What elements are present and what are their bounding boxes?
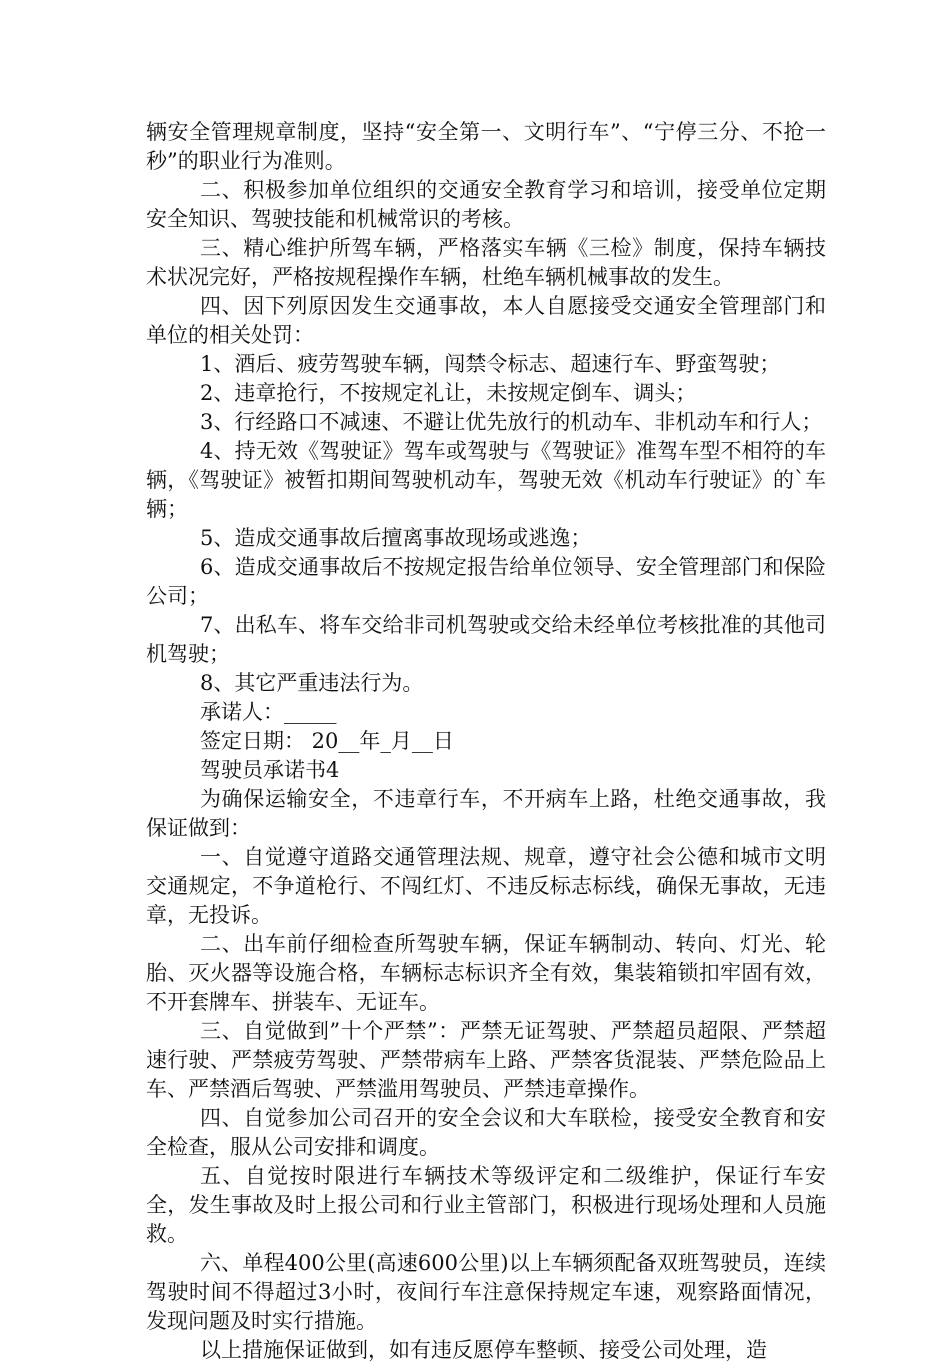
document-page	[146, 118, 826, 1365]
paragraph-item-two: 二、积极参加单位组织的交通安全教育学习和培训，接受单位定期安全知识、驾驶技能和机械常识的考核。	[146, 178, 826, 231]
paragraph-rules-continued: 辆安全管理规章制度，坚持“安全第一、文明行车”、“宁停三分、不抢一秒”的职业行为准则。	[146, 120, 826, 173]
pledge-item-2: 二、出车前仔细检查所驾驶车辆，保证车辆制动、转向、灯光、轮胎、灭火器等设施合格，车辆标志标识齐全有效，集装箱锁扣牢固有效，不开套牌车、拼装车、无证车。	[146, 932, 826, 1014]
paragraph-intro: 为确保运输安全，不违章行车，不开病车上路，杜绝交通事故，我保证做到：	[146, 787, 826, 840]
sign-date-line: 签定日期： 20__年_月__日	[200, 729, 454, 753]
paragraph-item-four: 四、因下列原因发生交通事故，本人自愿接受交通安全管理部门和单位的相关处罚：	[146, 294, 826, 347]
penalty-item-6: 6、造成交通事故后不按规定报告给单位领导、安全管理部门和保险公司；	[146, 555, 826, 608]
signer-line: 承诺人：_____	[200, 700, 337, 724]
closing-paragraph: 以上措施保证做到，如有违反愿停车整顿、接受公司处理，造	[200, 1338, 767, 1362]
pledge-item-4: 四、自觉参加公司召开的安全会议和大车联检，接受安全教育和安全检查，服从公司安排和调度。	[146, 1106, 826, 1159]
penalty-item-8: 8、其它严重违法行为。	[200, 671, 424, 695]
pledge-item-6: 六、单程400公里(高速600公里)以上车辆须配备双班驾驶员，连续驾驶时间不得超过3小时，夜间行车注意保持规定车速，观察路面情况，发现问题及时实行措施。	[146, 1251, 826, 1333]
pledge-item-5: 五、自觉按时限进行车辆技术等级评定和二级维护，保证行车安全，发生事故及时上报公司和行业主管部门，积极进行现场处理和人员施救。	[146, 1164, 826, 1246]
paragraph-item-three: 三、精心维护所驾车辆，严格落实车辆《三检》制度，保持车辆技术状况完好，严格按规程操作车辆，杜绝车辆机械事故的发生。	[146, 236, 826, 289]
penalty-item-1: 1、酒后、疲劳驾驶车辆，闯禁令标志、超速行车、野蛮驾驶；	[200, 352, 781, 376]
penalty-item-2: 2、违章抢行，不按规定礼让，未按规定倒车、调头；	[200, 381, 697, 405]
penalty-item-4: 4、持无效《驾驶证》驾车或驾驶与《驾驶证》准驾车型不相符的车辆，《驾驶证》被暂扣期间驾驶机动车，驾驶无效《机动车行驶证》的`车辆；	[146, 439, 826, 521]
penalty-item-5: 5、造成交通事故后擅离事故现场或逃逸；	[200, 526, 592, 550]
penalty-item-7: 7、出私车、将车交给非司机驾驶或交给未经单位考核批准的其他司机驾驶；	[146, 613, 826, 666]
pledge-item-1: 一、自觉遵守道路交通管理法规、规章，遵守社会公德和城市文明交通规定，不争道枪行、不闯红灯、不违反标志标线，确保无事故，无违章，无投诉。	[146, 845, 826, 927]
section-title: 驾驶员承诺书4	[200, 758, 340, 782]
pledge-item-3: 三、自觉做到”十个严禁”：严禁无证驾驶、严禁超员超限、严禁超速行驶、严禁疲劳驾驶、严禁带病车上路、严禁客货混装、严禁危险品上车、严禁酒后驾驶、严禁滥用驾驶员、严禁违章操作。	[146, 1019, 826, 1101]
penalty-item-3: 3、行经路口不减速、不避让优先放行的机动车、非机动车和行人；	[200, 410, 823, 434]
